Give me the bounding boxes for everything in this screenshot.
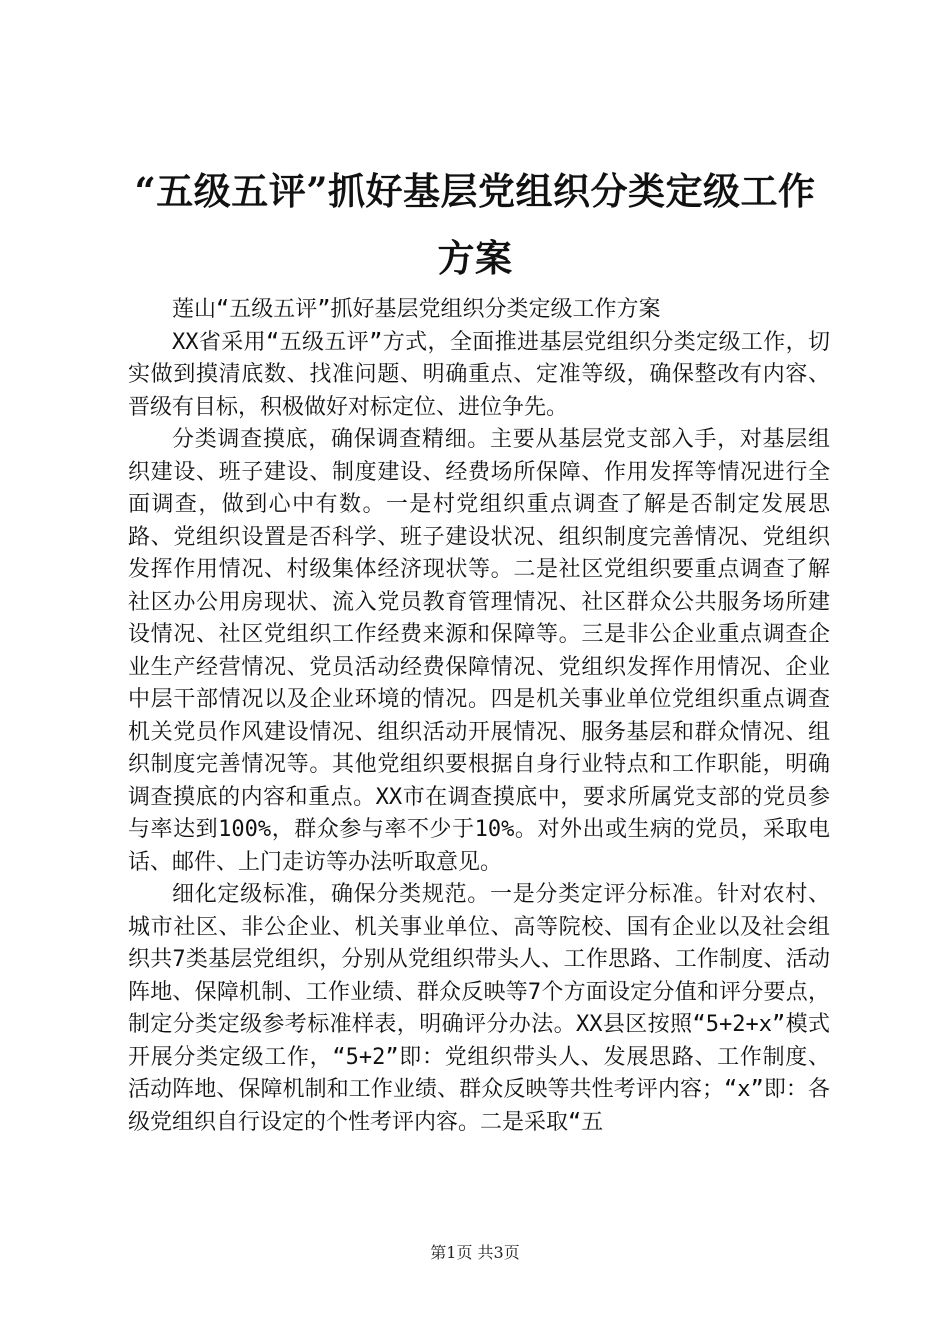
document-body — [128, 294, 830, 1139]
paragraph-standards: 细化定级标准，确保分类规范。一是分类定评分标准。针对农村、城市社区、非公企业、机关事业单位、高等院校、国有企业以及社会组织共7类基层党组织，分别从党组织带头人、工作思路、工作制度、活动阵地、保障机制、工作业绩、群众反映等7个方面设定分值和评分要点，制定分类定级参考标准样表，明确评分办法。XX县区按照“5+2+x”模式开展分类定级工作，“5+2”即：党组织带头人、发展思路、工作制度、活动阵地、保障机制和工作业绩、群众反映等共性考评内容；“x”即：各级党组织自行设定的个性考评内容。二是采取“五 — [128, 882, 830, 1135]
page-footer: 第1页 共3页 — [430, 1243, 520, 1262]
paragraph-survey: 分类调查摸底，确保调查精细。主要从基层党支部入手，对基层组织建设、班子建设、制度建设、经费场所保障、作用发挥等情况进行全面调查，做到心中有数。一是村党组织重点调查了解是否制定发展思路、党组织设置是否科学、班子建设状况、组织制度完善情况、党组织发挥作用情况、村级集体经济现状等。二是社区党组织要重点调查了解社区办公用房现状、流入党员教育管理情况、社区群众公共服务场所建设情况、社区党组织工作经费来源和保障等。三是非公企业重点调查企业生产经营情况、党员活动经费保障情况、党组织发挥作用情况、企业中层干部情况以及企业环境的情况。四是机关事业单位党组织重点调查机关党员作风建设情况、组织活动开展情况、服务基层和群众情况、组织制度完善情况等。其他党组织要根据自身行业特点和工作职能，明确调查摸底的内容和重点。XX市在调查摸底中，要求所属党支部的党员参与率达到100%，群众参与率不少于10%。对外出或生病的党员，采取电话、邮件、上门走访等办法听取意见。 — [128, 427, 830, 875]
document-title: “五级五评”抓好基层党组织分类定级工作方案 — [134, 169, 816, 280]
paragraph-intro: XX省采用“五级五评”方式，全面推进基层党组织分类定级工作，切实做到摸清底数、找准问题、明确重点、定准等级，确保整改有内容、晋级有目标，积极做好对标定位、进位争先。 — [128, 329, 830, 420]
paragraph-subtitle: 莲山“五级五评”抓好基层党组织分类定级工作方案 — [172, 297, 661, 322]
